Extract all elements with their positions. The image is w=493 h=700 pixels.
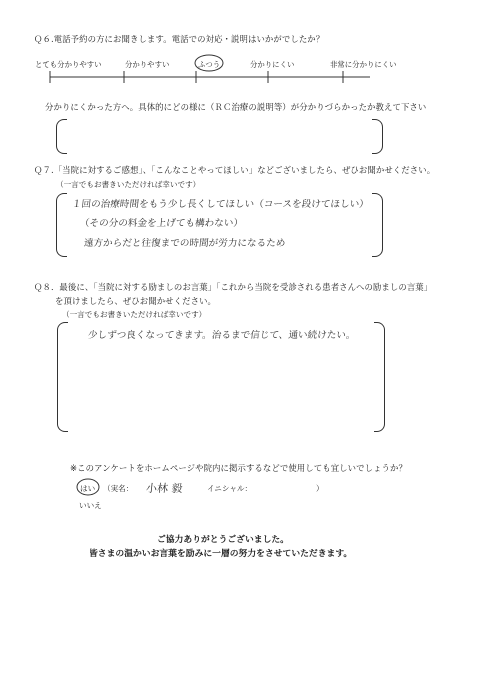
q7-answer-line-1: １回の治療時間をもう少し長くしてほしい（コースを段けてほしい） bbox=[71, 199, 370, 210]
consent-close-paren: ） bbox=[316, 484, 324, 493]
consent-realname-label: （実名： bbox=[103, 484, 134, 493]
q8-title-line-2: を頂けましたら、ぜひお聞かせください。 bbox=[55, 296, 217, 306]
q6-title: Ｑ６.電話予約の方にお聞きします。電話での対応・説明はいかがでしたか？ bbox=[34, 34, 325, 44]
q8-title-line-1: Ｑ８．最後に、「当院に対する励ましのお言葉」「これから当院を受診される患者さんへの励ましの言葉」 bbox=[34, 282, 433, 292]
consent-no[interactable]: いいえ bbox=[79, 501, 102, 510]
q7-answer-line-2: （その分の料金を上げても構わない） bbox=[79, 218, 244, 229]
consent-realname-value[interactable]: 小林 毅 bbox=[145, 482, 184, 495]
q6-followup: 分かりにくかった方へ。具体的にどの様に（ＲＣ治療の説明等）が分かりづらかったか教えて下さい bbox=[45, 102, 427, 112]
consent-initial-label: イニシャル： bbox=[207, 484, 253, 493]
q6-option-1[interactable]: とても分かりやすい bbox=[35, 60, 102, 69]
q7-answer-line-3: 遠方からだと往復までの時間が労力になるため bbox=[83, 238, 286, 249]
consent-question: ※このアンケートをホームページや院内に掲示するなどで使用しても宜しいでしょうか？ bbox=[70, 463, 407, 473]
q8-note: （一言でもお書きいただければ幸いです） bbox=[62, 310, 207, 319]
q7-title: Ｑ７.「当院に対するご感想」、「こんなことやってほしい」などございましたら、ぜひお聞かせください。 bbox=[34, 165, 436, 175]
q6-option-5[interactable]: 非常に分かりにくい bbox=[330, 60, 397, 69]
q8-answer: 少しずつ良くなってきます。治るまで信じて、通い続けたい。 bbox=[87, 330, 357, 341]
q6-option-3[interactable]: ふつう bbox=[198, 60, 221, 69]
q6-option-4[interactable]: 分かりにくい bbox=[250, 60, 295, 69]
closing-line-2: 皆さまの温かいお言葉を励みに一層の努力をさせていただきます。 bbox=[89, 549, 353, 559]
consent-yes[interactable]: はい bbox=[80, 484, 96, 493]
closing-line-1: ご協力ありがとうございました。 bbox=[157, 535, 289, 545]
q7-note: （一言でもお書きいただければ幸いです） bbox=[56, 180, 201, 189]
q6-option-2[interactable]: 分かりやすい bbox=[125, 60, 170, 69]
